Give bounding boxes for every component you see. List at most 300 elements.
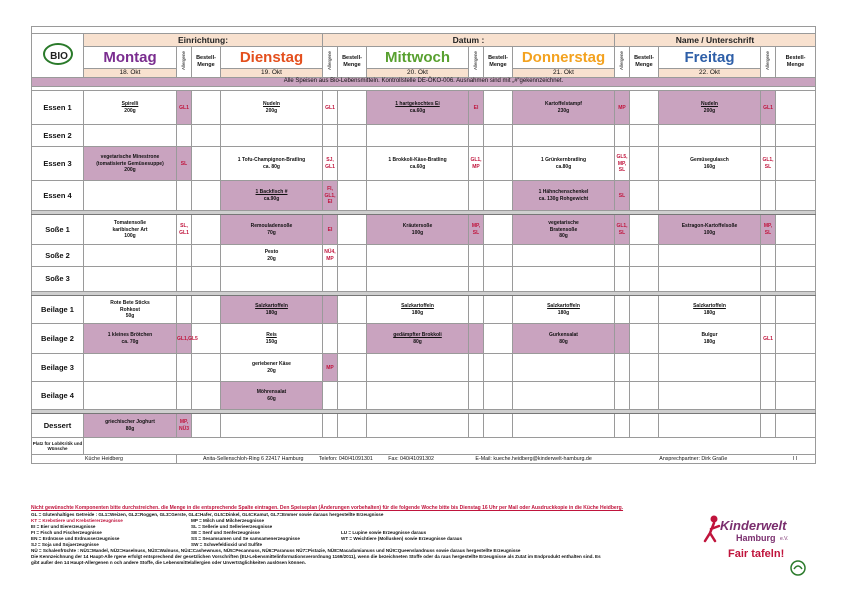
allergen-cell <box>469 414 484 438</box>
dish-cell[interactable] <box>367 215 469 245</box>
dish-name: Pesto <box>264 249 279 256</box>
dish-name: vegetarische Minestrone <box>100 154 160 161</box>
dish-cell[interactable] <box>84 91 177 125</box>
allergen-cell <box>323 414 338 438</box>
allergen-cell <box>323 296 338 324</box>
dish-detail: Bratensoße <box>549 226 578 233</box>
feedback-label: Platz für Lob/Kritik und Wünsche <box>32 438 84 455</box>
dish-name: gedämpfter Brokkoli <box>393 332 442 339</box>
allergen-cell <box>761 296 776 324</box>
allergen-cell <box>469 125 484 147</box>
allergen-cell <box>469 296 484 324</box>
order-quantity-field[interactable] <box>192 215 221 245</box>
day-date-3: 21. Okt <box>513 69 615 78</box>
order-quantity-field[interactable] <box>192 382 221 410</box>
allergen-cell: GL1 <box>761 91 776 125</box>
allergen-cell <box>323 382 338 410</box>
order-quantity-field[interactable] <box>630 91 659 125</box>
order-quantity-field[interactable] <box>484 324 513 354</box>
footer-phone: Telefon: 040/41091301 <box>318 455 373 462</box>
dish-detail: karibischer Art <box>112 226 148 233</box>
datum-label: Datum : <box>323 34 615 47</box>
allergen-legend <box>31 505 721 566</box>
dish-cell[interactable] <box>659 215 761 245</box>
dish-detail: 100g <box>411 229 424 236</box>
order-quantity-field[interactable] <box>338 181 367 211</box>
order-quantity-field[interactable] <box>484 267 513 292</box>
order-quantity-field[interactable] <box>338 354 367 382</box>
allergen-cell: EI <box>469 91 484 125</box>
menu-row <box>32 147 816 181</box>
allergen-cell <box>177 245 192 267</box>
dish-cell[interactable] <box>367 91 469 125</box>
order-quantity-field[interactable] <box>484 181 513 211</box>
allergen-cell <box>615 267 630 292</box>
dish-detail: (tomatisierte Gemüsesuppe) <box>96 160 164 167</box>
order-quantity-field[interactable] <box>192 91 221 125</box>
dish-detail: ca.60g <box>409 107 426 114</box>
order-quantity-field[interactable] <box>776 215 816 245</box>
dish-cell[interactable] <box>659 91 761 125</box>
allergen-cell <box>761 245 776 267</box>
footer-contact-person: Ansprechpartner: Dirk Graße <box>659 455 728 462</box>
order-quantity-field[interactable] <box>484 215 513 245</box>
dish-detail: 180g <box>557 309 570 316</box>
allergen-cell <box>761 181 776 211</box>
order-quantity-field[interactable] <box>338 215 367 245</box>
allergene-label: Allergene <box>619 51 625 71</box>
dish-cell[interactable] <box>84 125 177 147</box>
order-quantity-field[interactable] <box>338 414 367 438</box>
dish-cell[interactable] <box>221 245 323 267</box>
dish-cell[interactable] <box>659 296 761 324</box>
kinderwelt-text: Kinderwelt <box>720 518 787 533</box>
menu-table <box>31 26 816 464</box>
menu-row <box>32 414 816 438</box>
row-label: Dessert <box>32 414 84 438</box>
dish-cell[interactable] <box>367 245 469 267</box>
dish-cell[interactable] <box>659 382 761 410</box>
dish-cell[interactable] <box>221 354 323 382</box>
dish-detail: 60g <box>267 395 276 402</box>
legend-kt: KT = Krebstiere und Krebstiererzeugnisse <box>31 517 123 523</box>
order-quantity-field[interactable] <box>630 382 659 410</box>
allergen-cell <box>323 267 338 292</box>
allergen-cell: EI <box>323 215 338 245</box>
day-name-0: Montag <box>84 47 177 69</box>
allergen-cell: SL <box>615 181 630 211</box>
day-name-2: Mittwoch <box>367 47 469 69</box>
dish-cell[interactable] <box>221 215 323 245</box>
order-quantity-field[interactable] <box>192 414 221 438</box>
dish-cell[interactable] <box>367 125 469 147</box>
order-quantity-field[interactable] <box>630 267 659 292</box>
dish-detail: 100g <box>124 232 136 239</box>
menu-row <box>32 181 816 211</box>
row-label: Essen 3 <box>32 147 84 181</box>
dish-cell[interactable] <box>659 324 761 354</box>
order-quantity-field[interactable] <box>484 414 513 438</box>
bestell-header: Bestell- Menge <box>484 47 513 78</box>
order-quantity-field[interactable] <box>192 354 221 382</box>
allergen-cell: GL1, MP <box>469 147 484 181</box>
dish-cell[interactable] <box>659 147 761 181</box>
menu-row <box>32 215 816 245</box>
order-quantity-field[interactable] <box>776 296 816 324</box>
dish-cell[interactable] <box>513 181 615 211</box>
dish-detail: 180g <box>703 338 716 345</box>
dish-cell[interactable] <box>659 414 761 438</box>
legend-lu: LU = Lupine sowie Erzeugnisse daraus <box>341 529 427 535</box>
dish-cell[interactable] <box>659 267 761 292</box>
allergen-cell <box>177 181 192 211</box>
dish-cell[interactable] <box>513 147 615 181</box>
footer-email[interactable]: E-Mail: kueche.heidberg@kinderwelt-hamburg.de <box>475 455 592 462</box>
allergen-cell <box>469 354 484 382</box>
day-name-3: Donnerstag <box>513 47 615 69</box>
order-quantity-field[interactable] <box>338 324 367 354</box>
allergen-cell <box>615 296 630 324</box>
dish-cell[interactable] <box>513 414 615 438</box>
allergen-cell <box>761 125 776 147</box>
dish-name: Bulgur <box>701 332 718 339</box>
dish-detail: ca. 130g Rohgewicht <box>538 195 589 202</box>
order-quantity-field[interactable] <box>630 147 659 181</box>
order-quantity-field[interactable] <box>484 296 513 324</box>
dish-cell[interactable] <box>84 382 177 410</box>
fair-tafeln-text: Fair tafeln! <box>728 548 785 560</box>
allergen-cell: GL1 <box>323 91 338 125</box>
legend-en: EN = Erdnüsse und Erdnusserzeugnisse <box>31 535 120 541</box>
allergen-cell <box>177 382 192 410</box>
allergene-label: Allergene <box>473 51 479 71</box>
allergen-cell: GL1, SL <box>761 147 776 181</box>
order-quantity-field[interactable] <box>776 245 816 267</box>
menu-plan <box>31 26 815 464</box>
allergen-cell: GL1,GL5 <box>177 324 192 354</box>
dish-cell[interactable] <box>513 296 615 324</box>
dish-name: Rote Bete Sticks <box>110 300 150 307</box>
dish-detail: 180g <box>703 309 716 316</box>
dish-name: griechischer Joghurt <box>105 419 155 426</box>
allergen-cell: SL <box>177 147 192 181</box>
bio-logo <box>32 34 84 78</box>
order-quantity-field[interactable] <box>338 91 367 125</box>
menu-row <box>32 324 816 354</box>
allergene-label: Allergene <box>327 51 333 71</box>
dish-cell[interactable] <box>367 267 469 292</box>
dish-cell[interactable] <box>84 181 177 211</box>
kinderwelt-figure-icon <box>702 514 722 544</box>
allergen-cell: GL5, MP, SL <box>615 147 630 181</box>
dish-name: Remouladensoße <box>250 223 293 230</box>
menu-row <box>32 296 816 324</box>
order-quantity-field[interactable] <box>776 181 816 211</box>
dish-cell[interactable] <box>221 125 323 147</box>
bestell-header: Bestell- Menge <box>630 47 659 78</box>
dish-name: Salzkartoffeln <box>401 303 434 310</box>
row-label: Beilage 1 <box>32 296 84 324</box>
dish-cell[interactable] <box>367 147 469 181</box>
dish-cell[interactable] <box>367 296 469 324</box>
bio-notice: Alle Speisen aus Bio-Lebensmitteln. Kontrollstelle DE-ÖKO-006. Ausnahmen sind mit „#“gekennzeichnet. <box>32 78 816 87</box>
dish-name: 1 Tofu-Champignon-Bratling <box>237 157 306 164</box>
order-quantity-field[interactable] <box>776 414 816 438</box>
allergen-cell <box>615 414 630 438</box>
allergen-cell: MP <box>323 354 338 382</box>
order-quantity-field[interactable] <box>484 147 513 181</box>
dish-cell[interactable] <box>84 147 177 181</box>
order-quantity-field[interactable] <box>630 296 659 324</box>
dish-cell[interactable] <box>84 245 177 267</box>
dish-cell[interactable] <box>367 181 469 211</box>
dish-detail: 200g <box>265 107 278 114</box>
footer-fax: Fax: 040/41091302 <box>388 455 434 462</box>
dish-cell[interactable] <box>513 91 615 125</box>
day-date-0: 18. Okt <box>84 69 177 78</box>
order-quantity-field[interactable] <box>484 382 513 410</box>
dish-detail: 230g <box>557 107 570 114</box>
dish-name: 1 Hähnchenschenkel <box>538 189 589 196</box>
allergen-cell <box>469 324 484 354</box>
dish-detail: 100g <box>703 229 716 236</box>
einrichtung-label: Einrichtung: <box>84 34 323 47</box>
allergene-header <box>177 47 192 78</box>
allergen-cell <box>177 267 192 292</box>
order-quantity-field[interactable] <box>338 296 367 324</box>
legend-fi: FI = Fisch und Fischerzeugnisse <box>31 529 102 535</box>
dish-cell[interactable] <box>513 245 615 267</box>
feedback-field[interactable] <box>84 438 816 455</box>
dish-cell[interactable] <box>513 215 615 245</box>
allergene-label: Allergene <box>181 51 187 71</box>
allergen-cell: GL1 <box>177 91 192 125</box>
dish-cell[interactable] <box>513 267 615 292</box>
allergene-header <box>323 47 338 78</box>
order-quantity-field[interactable] <box>338 245 367 267</box>
order-quantity-field[interactable] <box>484 91 513 125</box>
allergen-cell: SJ, GL1 <box>323 147 338 181</box>
dish-detail: 50g <box>125 312 135 319</box>
dish-name: Nudeln <box>701 101 718 108</box>
dish-detail: ca.60g <box>409 163 426 170</box>
allergen-cell: NÜ4, MP <box>323 245 338 267</box>
dish-name: Nudeln <box>263 101 280 108</box>
dish-cell[interactable] <box>221 382 323 410</box>
dish-cell[interactable] <box>221 414 323 438</box>
dish-cell[interactable] <box>513 125 615 147</box>
dish-detail: 80g <box>559 232 568 239</box>
footer-kitchen: Küche Heidberg <box>32 455 177 464</box>
dish-cell[interactable] <box>513 382 615 410</box>
row-label: Soße 2 <box>32 245 84 267</box>
allergene-header <box>615 47 630 78</box>
order-quantity-field[interactable] <box>630 125 659 147</box>
allergen-cell <box>615 125 630 147</box>
dish-detail: 200g <box>124 166 136 173</box>
day-name-4: Freitag <box>659 47 761 69</box>
order-quantity-field[interactable] <box>192 147 221 181</box>
dish-name: Salzkartoffeln <box>547 303 580 310</box>
legend-instructions: Nicht gewünschte Komponenten bitte durchstreichen. die Menge in die entsprechende Spalte eintragen. Den Speiseplan (Änderungen vorbehalten) für die folgende Woche bitte bis Dienstag 16 Uhr per Mail oder Ausdruckkopie in die Küche Heidberg. <box>31 505 624 511</box>
legend-ei: EI = Eier und Eiererzeugnisse <box>31 523 96 529</box>
dish-cell[interactable] <box>84 296 177 324</box>
row-label: Beilage 3 <box>32 354 84 382</box>
dish-name: Gurkensalat <box>549 332 578 339</box>
dish-name: geriebener Käse <box>252 361 291 368</box>
dish-cell[interactable] <box>513 324 615 354</box>
allergen-cell <box>323 324 338 354</box>
order-quantity-field[interactable] <box>630 245 659 267</box>
order-quantity-field[interactable] <box>192 125 221 147</box>
ev-text: e.V. <box>780 536 789 542</box>
allergen-cell: MP <box>615 91 630 125</box>
name-label: Name / Unterschrift <box>615 34 816 47</box>
order-quantity-field[interactable] <box>630 215 659 245</box>
dish-name: 1 Grünkernbratling <box>540 157 586 164</box>
order-quantity-field[interactable] <box>630 354 659 382</box>
dish-name: Kartoffelstampf <box>545 101 582 108</box>
dish-cell[interactable] <box>513 354 615 382</box>
order-quantity-field[interactable] <box>776 354 816 382</box>
legend-mp: MP = Milch und Milcherzeugnisse <box>191 517 265 523</box>
dish-cell[interactable] <box>659 181 761 211</box>
dish-detail: ca. 70g <box>121 338 139 345</box>
allergen-cell <box>761 382 776 410</box>
legend-gluten: GL = Glutenhaltiges Getreide : GL1=Weizen, GL2=Roggen, GL3=Gerste, GL4=Hafer, GL5=Dinkel, GL6=Kamut, GL7=Emmer sowie daraus hergestellte Erzeugnisse <box>31 511 384 517</box>
footer-address: Anita-Sellenschloh-Ring 6 22417 Hamburg <box>203 455 304 462</box>
allergene-header <box>469 47 484 78</box>
allergene-header <box>761 47 776 78</box>
order-quantity-field[interactable] <box>630 414 659 438</box>
dish-name: Spirelli <box>121 101 139 108</box>
order-quantity-field[interactable] <box>776 267 816 292</box>
dish-cell[interactable] <box>84 324 177 354</box>
dish-name: Tomatensoße <box>113 220 147 227</box>
allergen-cell <box>761 267 776 292</box>
dish-cell[interactable] <box>221 91 323 125</box>
dish-cell[interactable] <box>221 296 323 324</box>
day-date-4: 22. Okt <box>659 69 761 78</box>
dish-cell[interactable] <box>84 267 177 292</box>
day-name-1: Dienstag <box>221 47 323 69</box>
order-quantity-field[interactable] <box>338 267 367 292</box>
bestell-header: Bestell- Menge <box>776 47 816 78</box>
dish-detail: 200g <box>703 107 716 114</box>
dish-cell[interactable] <box>659 125 761 147</box>
legend-wt: WT = Weichtiere (Mollusken) sowie Erzeugnisse daraus <box>341 535 463 541</box>
dish-cell[interactable] <box>221 324 323 354</box>
allergen-cell <box>761 414 776 438</box>
dish-detail: 180g <box>265 309 278 316</box>
order-quantity-field[interactable] <box>484 125 513 147</box>
allergen-cell <box>615 354 630 382</box>
order-quantity-field[interactable] <box>192 245 221 267</box>
order-quantity-field[interactable] <box>776 125 816 147</box>
bestell-header: Bestell- Menge <box>192 47 221 78</box>
svg-text:BIO: BIO <box>49 51 68 63</box>
hamburg-text: Hamburg <box>736 533 776 543</box>
order-quantity-field[interactable] <box>776 91 816 125</box>
order-quantity-field[interactable] <box>630 181 659 211</box>
order-quantity-field[interactable] <box>776 324 816 354</box>
order-quantity-field[interactable] <box>776 147 816 181</box>
legend-note-2: gibt außer den 14 Haupt-Allergenen n och andere Stoffe, die Lebensmittelallergien oder Unverträglichkeiten auslösen können. <box>31 560 306 566</box>
legend-ss: SS = Sesamsamen und Se samsamenerzeugnisse <box>191 535 300 541</box>
allergen-cell: MP, NÜ3 <box>177 414 192 438</box>
dish-detail: 150g <box>265 338 278 345</box>
dish-cell[interactable] <box>84 414 177 438</box>
order-quantity-field[interactable] <box>338 382 367 410</box>
allergen-cell: FI, GL1, EI <box>323 181 338 211</box>
day-date-2: 20. Okt <box>367 69 469 78</box>
allergen-cell <box>469 245 484 267</box>
dish-cell[interactable] <box>367 324 469 354</box>
row-label: Essen 1 <box>32 91 84 125</box>
dish-detail: 180g <box>411 309 424 316</box>
dish-cell[interactable] <box>367 354 469 382</box>
dish-cell[interactable] <box>221 267 323 292</box>
menu-row <box>32 382 816 410</box>
dish-detail: 20g <box>267 255 276 262</box>
dish-cell[interactable] <box>221 181 323 211</box>
dish-name: Reis <box>266 332 277 339</box>
order-quantity-field[interactable] <box>630 324 659 354</box>
allergen-cell: GL1 <box>761 324 776 354</box>
dish-cell[interactable] <box>659 245 761 267</box>
dish-detail: 70g <box>267 229 276 236</box>
order-quantity-field[interactable] <box>192 267 221 292</box>
dish-cell[interactable] <box>221 147 323 181</box>
allergen-cell: SL, GL1 <box>177 215 192 245</box>
allergen-cell <box>323 125 338 147</box>
dish-name: 1 hartgekochtes Ei <box>395 101 440 108</box>
dish-cell[interactable] <box>84 354 177 382</box>
dish-cell[interactable] <box>84 215 177 245</box>
row-label: Beilage 2 <box>32 324 84 354</box>
allergen-cell <box>761 354 776 382</box>
footer-contact-line <box>177 455 816 464</box>
fair-tafeln-badge-icon <box>790 560 806 576</box>
legend-sl: SL = Sellerie und Sellerieerzeugnisse <box>191 523 273 529</box>
order-quantity-field[interactable] <box>484 354 513 382</box>
dish-name: Salzkartoffeln <box>255 303 288 310</box>
menu-row <box>32 91 816 125</box>
dish-name: vegetarische <box>548 220 579 227</box>
order-quantity-field[interactable] <box>192 181 221 211</box>
dish-cell[interactable] <box>367 414 469 438</box>
order-quantity-field[interactable] <box>484 245 513 267</box>
dish-cell[interactable] <box>367 382 469 410</box>
allergen-cell <box>177 125 192 147</box>
row-label: Essen 2 <box>32 125 84 147</box>
order-quantity-field[interactable] <box>338 147 367 181</box>
order-quantity-field[interactable] <box>192 296 221 324</box>
dish-detail: 80g <box>413 338 422 345</box>
dish-detail: 20g <box>267 367 276 374</box>
dish-cell[interactable] <box>659 354 761 382</box>
dish-detail: ca. 80g <box>263 163 280 170</box>
order-quantity-field[interactable] <box>338 125 367 147</box>
order-quantity-field[interactable] <box>776 382 816 410</box>
dish-name: 1 Backfisch # <box>255 189 288 196</box>
dish-name: Kräutersoße <box>402 223 433 230</box>
allergen-cell <box>177 296 192 324</box>
allergen-cell <box>615 324 630 354</box>
row-label: Essen 4 <box>32 181 84 211</box>
allergen-cell: MP, SL <box>469 215 484 245</box>
footer-page: I I <box>792 455 798 462</box>
